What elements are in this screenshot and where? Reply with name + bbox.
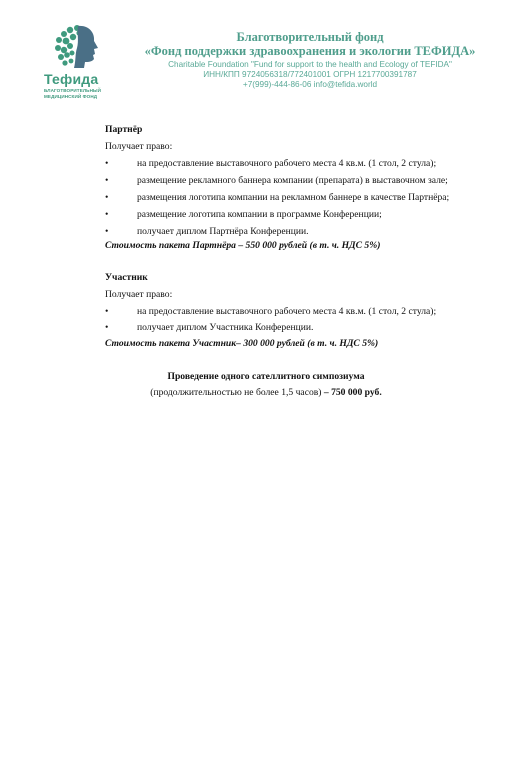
bullet-icon: • [105, 209, 109, 220]
bullet-icon: • [105, 192, 109, 203]
org-full-name: «Фонд поддержки здравоохранения и экологии ТЕФИДА» [144, 44, 476, 58]
foundation-logo [44, 24, 110, 104]
bullet-icon: • [105, 158, 109, 169]
participant-price: Стоимость пакета Участник– 300 000 рублей (в т. ч. НДС 5%) [105, 338, 379, 349]
bullet-icon: • [105, 322, 109, 333]
symposium-title: Проведение одного сателлитного симпозиума [167, 371, 365, 382]
partner-title: Партнёр [105, 124, 143, 135]
org-name: Благотворительный фонд [236, 30, 384, 44]
participant-title: Участник [105, 272, 148, 283]
profile-tree-icon [50, 24, 102, 70]
symposium-duration: (продолжительностью не более 1,5 часов) [150, 387, 322, 398]
symposium-dash: – [321, 387, 332, 398]
bullet-icon: • [105, 306, 109, 317]
partner-price: Стоимость пакета Партнёра – 550 000 рублей (в т. ч. НДС 5%) [105, 240, 381, 251]
document-page: Тефида БЛАГОТВОРИТЕЛЬНЫЙ МЕДИЦИНСКИЙ ФОНД Благотворительный фонд «Фонд поддержки здравоохранения и экологии ТЕФИДА» Charitable Foundation "Fund for support to the health and Ecology of TEFIDA" ИНН/КПП 9724056318/772401001 ОГРН 1217700391787 +7(999)-444-86-06 info@tefida.world Партнёр Получает право: • на предоставление выставочного рабочего места 4 кв.м. (1 стол, 2 стула); • размещение рекламного баннера компании (препарата) в выставочном зале; • размещения логотипа компании на рекламном баннере в качестве Партнёра; • размещение логотипа компании в программе Конференции; • получает диплом Партнёра Конференции. Стоимость пакета Партнёра – 550 000 рублей (в т. ч. НДС 5%) Участник Получает право: • на предоставление выставочного рабочего места 4 кв.м. (1 стол, 2 стула); • получает диплом Участника Конференции. Стоимость пакета Участник– 300 000 рублей (в т. ч. НДС 5%) Проведение одного сателлитного симпозиума (продолжительностью не более 1,5 часов) – 750 000 руб. [0, 0, 532, 758]
partner-intro: Получает право: [105, 141, 173, 152]
bullet-icon: • [105, 226, 109, 237]
symposium-line [0, 387, 532, 398]
logo-subtitle: БЛАГОТВОРИТЕЛЬНЫЙ МЕДИЦИНСКИЙ ФОНД [44, 88, 102, 99]
symposium-price: 750 000 руб. [331, 387, 382, 398]
participant-intro: Получает право: [105, 289, 173, 300]
org-contacts: +7(999)-444-86-06 info@tefida.world [242, 80, 378, 89]
logo-name: Тефида [44, 71, 99, 87]
org-english-name: Charitable Foundation "Fund for support to the health and Ecology of TEFIDA" [168, 60, 452, 69]
bullet-icon: • [105, 175, 109, 186]
org-requisites: ИНН/КПП 9724056318/772401001 ОГРН 1217700391787 [203, 70, 417, 79]
